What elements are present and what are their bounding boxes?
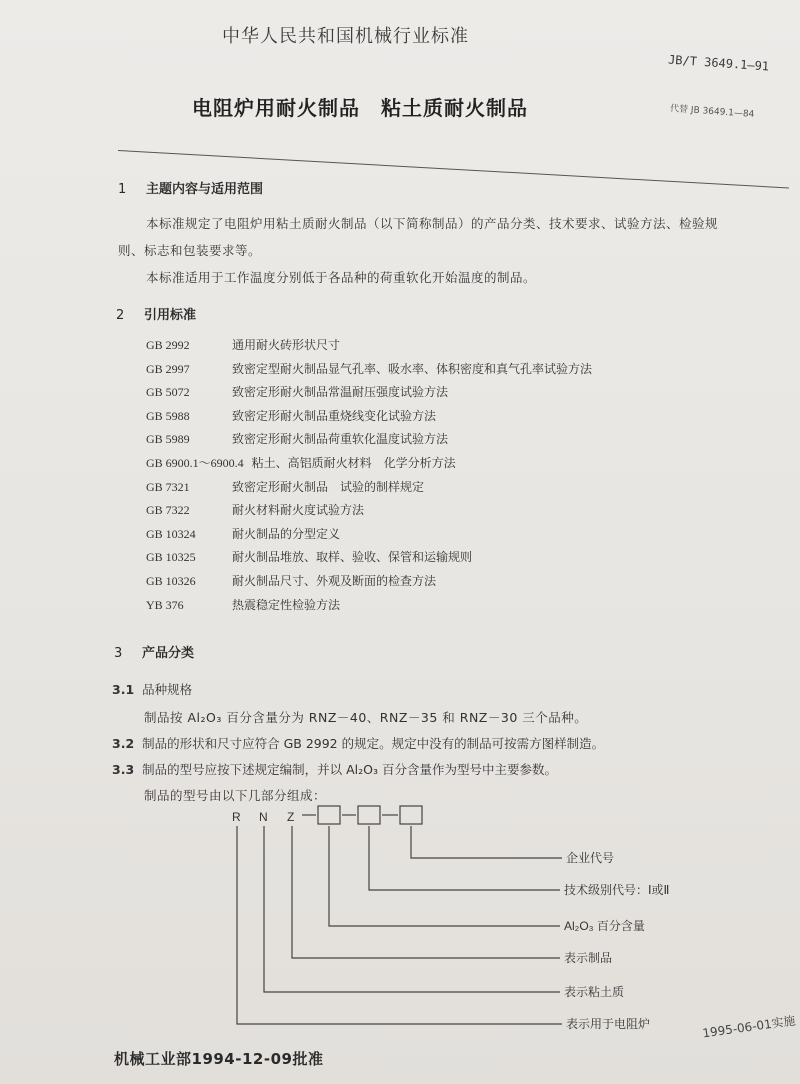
reference-title: 耐火材料耐火度试验方法	[232, 503, 365, 518]
reference-title: 致密定形耐火制品荷重软化温度试验方法	[232, 432, 449, 447]
standard-number: JB/T 3649.1—91	[667, 52, 770, 74]
reference-code: GB 10325	[146, 550, 196, 565]
label-enterprise-code: 企业代号	[566, 851, 615, 865]
reference-title: 致密定形耐火制品 试验的制样规定	[232, 479, 425, 494]
leader-line-1	[411, 826, 562, 858]
leader-line-4	[292, 826, 560, 958]
subsection-number: 3.2	[112, 736, 135, 751]
approval-line: 机械工业部1994-12-09批准	[114, 1050, 324, 1068]
section-title: 引用标准	[144, 308, 197, 323]
leader-line-6	[237, 826, 562, 1024]
label-grade-code: 技术级别代号：Ⅰ或Ⅱ	[564, 883, 670, 897]
code-letter-n: N	[259, 810, 268, 824]
section-1-paragraph-2: 本标准适用于工作温度分别低于各品种的荷重软化开始温度的制品。	[146, 270, 537, 285]
code-box-3	[400, 806, 422, 824]
section-1-paragraph-1-cont: 则、标志和包装要求等。	[118, 243, 262, 258]
reference-code: GB 5989	[146, 432, 190, 447]
reference-code: GB 2992	[146, 338, 190, 352]
reference-code: GB 7322	[146, 503, 190, 518]
reference-code: GB 2997	[146, 361, 190, 376]
reference-code: GB 10326	[146, 574, 196, 588]
label-resistance-furnace: 表示用于电阻炉	[566, 1017, 651, 1031]
reference-title: 耐火制品尺寸、外观及断面的检查方法	[232, 574, 437, 588]
reference-title: 致密定形耐火制品重烧线变化试验方法	[232, 408, 437, 423]
reference-title: 致密定形耐火制品常温耐压强度试验方法	[232, 385, 449, 400]
code-letter-r: R	[232, 810, 241, 824]
section-1-paragraph-1: 本标准规定了电阻炉用粘土质耐火制品（以下简称制品）的产品分类、技术要求、试验方法、检验规	[146, 216, 719, 231]
label-clay: 表示粘土质	[564, 985, 625, 999]
subsection-text: 制品的形状和尺寸应符合 GB 2992 的规定。规定中没有的制品可按需方图样制造。	[142, 736, 605, 751]
implementation-date: 1995-06-01实施	[701, 1013, 797, 1041]
subsection-title: 品种规格	[142, 682, 193, 697]
org-header: 中华人民共和国机械行业标准	[222, 26, 469, 47]
section-number: 1	[118, 182, 127, 197]
reference-title: 致密定型耐火制品显气孔率、吸水率、体积密度和真气孔率试验方法	[232, 361, 593, 376]
reference-code: GB 7321	[146, 479, 190, 494]
subsection-3-1-text: 制品按 Al₂O₃ 百分含量分为 RNZ－40、RNZ－35 和 RNZ－30 三个品种。	[144, 710, 588, 725]
subsection-text: 制品的型号应按下述规定编制，并以 Al₂O₃ 百分含量作为型号中主要参数。	[142, 762, 557, 777]
reference-code: YB 376	[146, 597, 184, 612]
subsection-3-3-text-2: 制品的型号由以下几部分组成：	[144, 788, 327, 803]
subsection-number: 3.3	[112, 762, 135, 777]
code-box-2	[358, 806, 380, 824]
reference-code: GB 5988	[146, 408, 190, 423]
subsection-number: 3.1	[112, 682, 135, 697]
section-title: 主题内容与适用范围	[146, 182, 264, 197]
label-product: 表示制品	[564, 951, 613, 965]
leader-line-5	[264, 826, 560, 992]
reference-title: 通用耐火砖形状尺寸	[232, 338, 341, 352]
reference-code: GB 5072	[146, 385, 190, 400]
reference-code: GB 6900.1～6900.4	[146, 456, 244, 470]
replaces-note: 代替 JB 3649.1—84	[669, 104, 755, 120]
label-alumina-content: Al₂O₃ 百分含量	[564, 919, 645, 933]
document-title: 电阻炉用耐火制品 粘土质耐火制品	[192, 96, 528, 120]
leader-line-3	[329, 826, 560, 926]
section-number: 3	[114, 646, 123, 661]
code-letter-z: Z	[287, 810, 295, 824]
reference-title: 耐火制品堆放、取样、验收、保管和运输规则	[232, 550, 473, 565]
code-box-1	[318, 806, 340, 824]
section-title: 产品分类	[142, 646, 195, 661]
section-number: 2	[116, 308, 125, 323]
reference-code: GB 10324	[146, 526, 196, 541]
reference-title: 粘土、高铝质耐火材料 化学分析方法	[251, 456, 456, 470]
reference-title: 耐火制品的分型定义	[232, 526, 341, 541]
reference-title: 热震稳定性检验方法	[232, 597, 341, 612]
